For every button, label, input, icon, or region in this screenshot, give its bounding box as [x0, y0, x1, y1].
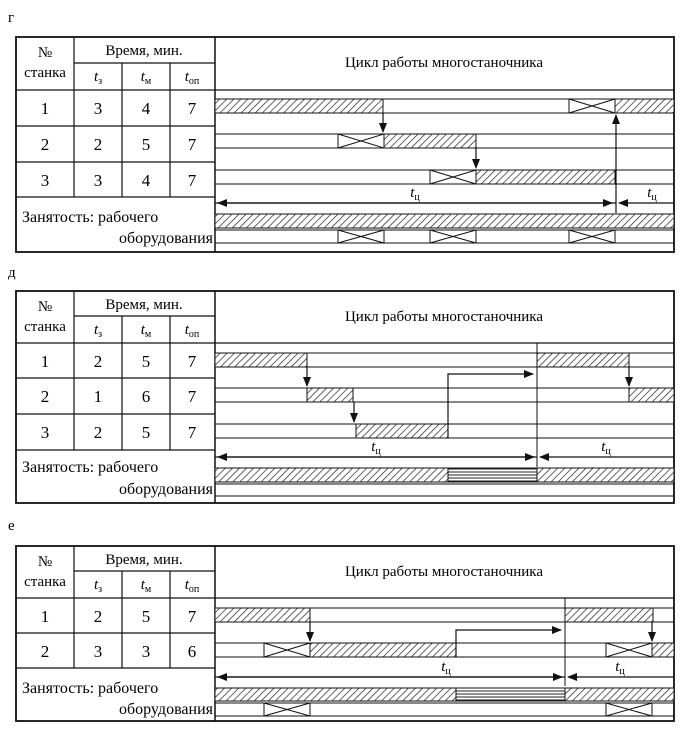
g-row1-top: 7 — [187, 99, 197, 118]
d-m2-machine-bar — [307, 388, 353, 402]
e-row2-top: 6 — [187, 642, 197, 661]
g-row2-num: 2 — [40, 135, 50, 154]
d-row1-top: 7 — [187, 352, 197, 371]
g-m2-machine-bar — [384, 134, 476, 148]
e-row2-tm: 3 — [141, 642, 151, 661]
g-row1-tz: 3 — [93, 99, 103, 118]
d-row1-tz: 2 — [93, 352, 103, 371]
g-m1-machine-bar-2 — [615, 99, 674, 113]
d-row2-tz: 1 — [93, 387, 103, 406]
e-row1-tz: 2 — [93, 607, 103, 626]
e-num-header: № — [37, 554, 53, 570]
e-row1-tm: 5 — [141, 607, 151, 626]
g-row3-tm: 4 — [141, 171, 151, 190]
e-tz-header: tз — [93, 577, 103, 595]
g-num-header: № — [37, 45, 53, 61]
d-row3-num: 3 — [40, 423, 50, 442]
e-worker-busy-bar — [215, 688, 456, 701]
e-m2-machine-bar-2 — [652, 643, 674, 657]
g-tz-header: tз — [93, 69, 103, 87]
d-row1-num: 1 — [40, 352, 50, 371]
section-letter-d: д — [8, 265, 16, 281]
g-row1-num: 1 — [40, 99, 50, 118]
d-row3-tz: 2 — [93, 423, 103, 442]
d-row1-tm: 5 — [141, 352, 151, 371]
section-letter-e: е — [8, 518, 15, 534]
g-row2-tz: 2 — [93, 135, 103, 154]
section-g — [16, 37, 674, 252]
d-tm-header: tм — [140, 322, 152, 340]
g-m3-machine-bar — [476, 170, 615, 184]
g-row1-tm: 4 — [141, 99, 151, 118]
d-cycle-label-next: tц — [601, 439, 611, 457]
g-worker-busy-bar — [215, 214, 674, 228]
g-machine-header: станка — [24, 65, 66, 81]
d-cycle-label: tц — [371, 439, 381, 457]
e-row1-num: 1 — [40, 607, 50, 626]
e-cycle-header: Цикл работы многостаночника — [344, 564, 544, 580]
d-footer-line2: оборудования — [119, 481, 213, 498]
d-top-header: tоп — [184, 322, 200, 340]
g-footer-line2: оборудования — [119, 230, 213, 247]
e-worker-idle-bar — [456, 688, 565, 701]
d-row2-top: 7 — [187, 387, 197, 406]
d-m3-machine-bar — [356, 424, 448, 438]
d-worker-busy-bar-2 — [537, 468, 674, 482]
g-row2-top: 7 — [187, 135, 197, 154]
d-footer-line1: Занятость: рабочего — [22, 459, 159, 476]
d-worker-idle-bar — [448, 468, 537, 482]
e-footer-line1: Занятость: рабочего — [22, 680, 159, 697]
section-d — [16, 291, 674, 503]
g-row3-top: 7 — [187, 171, 197, 190]
g-cycle-label: tц — [410, 185, 420, 203]
d-row3-tm: 5 — [141, 423, 151, 442]
d-num-header: № — [37, 299, 53, 315]
g-cycle-label-next: tц — [647, 185, 657, 203]
e-m1-machine-bar — [215, 608, 310, 622]
d-row3-top: 7 — [187, 423, 197, 442]
section-e — [16, 546, 674, 721]
g-time-header: Время, мин. — [105, 43, 183, 59]
e-row2-num: 2 — [40, 642, 50, 661]
d-machine-header: станка — [24, 319, 66, 335]
e-tm-header: tм — [140, 577, 152, 595]
d-time-header: Время, мин. — [105, 297, 183, 313]
g-top-header: tоп — [184, 69, 200, 87]
g-m1-machine-bar — [215, 99, 383, 113]
g-footer-line1: Занятость: рабочего — [22, 209, 159, 226]
section-letter-g: г — [8, 10, 15, 26]
d-arrow-3 — [448, 374, 533, 438]
g-row3-tz: 3 — [93, 171, 103, 190]
e-machine-header: станка — [24, 574, 66, 590]
d-cycle-header: Цикл работы многостаночника — [344, 309, 544, 325]
e-m1-machine-bar-2 — [565, 608, 653, 622]
d-row2-num: 2 — [40, 387, 50, 406]
g-row3-num: 3 — [40, 171, 50, 190]
d-m1-machine-bar-2 — [537, 353, 629, 367]
g-cycle-header: Цикл работы многостаночника — [344, 55, 544, 71]
d-worker-busy-bar — [215, 468, 448, 482]
e-cycle-label-next: tц — [615, 659, 625, 677]
d-tz-header: tз — [93, 322, 103, 340]
e-m2-machine-bar — [310, 643, 456, 657]
e-row2-tz: 3 — [93, 642, 103, 661]
e-cycle-label: tц — [441, 659, 451, 677]
e-footer-line2: оборудования — [119, 701, 213, 718]
g-row2-tm: 5 — [141, 135, 151, 154]
e-row1-top: 7 — [187, 607, 197, 626]
e-worker-busy-bar-2 — [565, 688, 674, 701]
d-row2-tm: 6 — [141, 387, 151, 406]
d-m2-machine-bar-2 — [629, 388, 674, 402]
e-time-header: Время, мин. — [105, 552, 183, 568]
g-tm-header: tм — [140, 69, 152, 87]
e-top-header: tоп — [184, 577, 200, 595]
d-m1-machine-bar — [215, 353, 307, 367]
